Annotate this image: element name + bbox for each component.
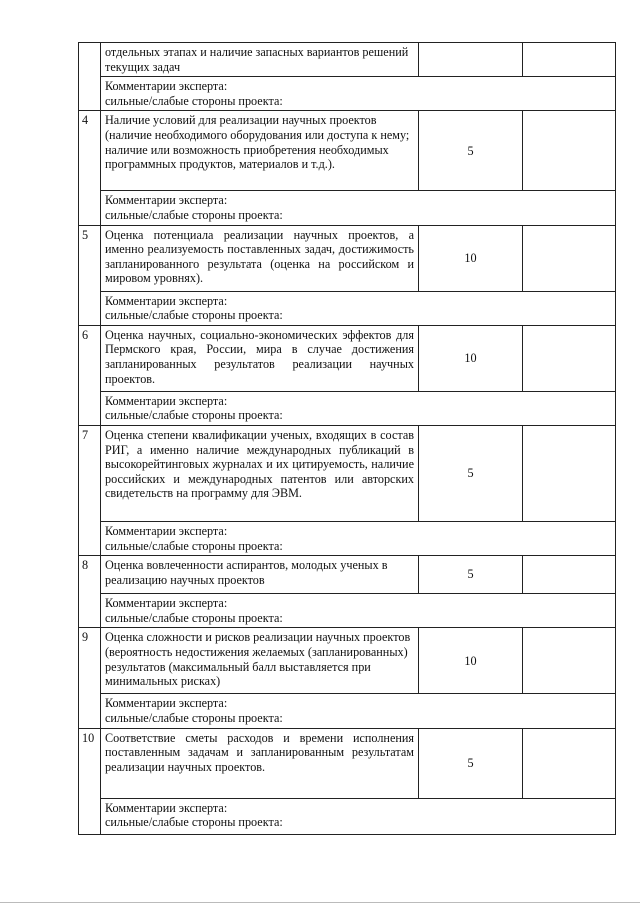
evaluation-criteria-table: [78, 42, 616, 835]
criterion-text: отдельных этапах и наличие запасных вариантов решений текущих задач: [101, 43, 419, 77]
max-score: 5: [419, 425, 523, 521]
comment-sublabel: сильные/слабые стороны проекта:: [105, 610, 283, 625]
criterion-row: [79, 425, 616, 521]
expert-score-cell: [523, 556, 616, 594]
criterion-number: 4: [79, 111, 101, 225]
expert-score-cell: [523, 111, 616, 191]
comment-row: [79, 594, 616, 628]
criterion-number: 5: [79, 225, 101, 325]
comment-sublabel: сильные/слабые стороны проекта:: [105, 93, 283, 108]
criterion-row: [79, 628, 616, 694]
comment-sublabel: сильные/слабые стороны проекта:: [105, 710, 283, 725]
max-score: 10: [419, 225, 523, 291]
criterion-row: [79, 325, 616, 391]
expert-score-cell: [523, 43, 616, 77]
criterion-row: [79, 111, 616, 191]
comment-row: [79, 291, 616, 325]
criterion-row: [79, 225, 616, 291]
max-score: 5: [419, 111, 523, 191]
criterion-text: Оценка вовлеченности аспирантов, молодых ученых в реализацию научных проектов: [101, 556, 419, 594]
criterion-text: Соответствие сметы расходов и времени исполнения поставленным задачам и запланированным результатам реализации научных проектов.: [101, 728, 419, 798]
comment-sublabel: сильные/слабые стороны проекта:: [105, 538, 283, 553]
comment-label: Комментарии эксперта:: [105, 696, 228, 711]
expert-comment-cell: [101, 798, 616, 834]
criterion-number: 9: [79, 628, 101, 728]
max-score: 5: [419, 556, 523, 594]
comment-sublabel: сильные/слабые стороны проекта:: [105, 207, 283, 222]
expert-comment-cell: [101, 521, 616, 555]
comment-label: Комментарии эксперта:: [105, 79, 228, 94]
max-score: 10: [419, 628, 523, 694]
expert-comment-cell: [101, 694, 616, 728]
comment-row: [79, 191, 616, 225]
expert-score-cell: [523, 628, 616, 694]
expert-score-cell: [523, 325, 616, 391]
criterion-text: Наличие условий для реализации научных проектов (наличие необходимого оборудования или доступа к нему; наличие или возможность приобретения необходимых программных продуктов, материалов и т.д.).: [101, 111, 419, 191]
criterion-text: Оценка научных, социально-экономических эффектов для Пермского края, России, мира в случае достижения запланированных результатов реализации научных проектов.: [101, 325, 419, 391]
criterion-number: 7: [79, 425, 101, 555]
criterion-text: Оценка потенциала реализации научных проектов, а именно реализуемость поставленных задач, достижимость запланированного результата (оценка на российском и мировом уровнях).: [101, 225, 419, 291]
comment-sublabel: сильные/слабые стороны проекта:: [105, 408, 283, 423]
expert-comment-cell: [101, 191, 616, 225]
max-score: 5: [419, 728, 523, 798]
criterion-number: 8: [79, 556, 101, 628]
comment-row: [79, 77, 616, 111]
criterion-text: Оценка сложности и рисков реализации научных проектов (вероятность недостижения желаемых (запланированных) результатов (максимальный балл выставляется при минимальных рисках): [101, 628, 419, 694]
comment-label: Комментарии эксперта:: [105, 800, 228, 815]
comment-label: Комментарии эксперта:: [105, 523, 228, 538]
criterion-number: 10: [79, 728, 101, 834]
max-score-cell: [419, 43, 523, 77]
expert-comment-cell: [101, 594, 616, 628]
scan-edge-line: [0, 902, 640, 903]
expert-score-cell: [523, 425, 616, 521]
expert-score-cell: [523, 728, 616, 798]
criterion-number-cell: [79, 43, 101, 111]
comment-label: Комментарии эксперта:: [105, 393, 228, 408]
criterion-row: [79, 556, 616, 594]
comment-row: [79, 521, 616, 555]
criterion-text: Оценка степени квалификации ученых, входящих в состав РИГ, а именно наличие международных публикаций в высокорейтинговых журналах и их цитируемость, наличие российских и международных патентов или авторских свидетельств на программу для ЭВМ.: [101, 425, 419, 521]
comment-row: [79, 391, 616, 425]
expert-comment-cell: [101, 77, 616, 111]
comment-row: [79, 694, 616, 728]
comment-label: Комментарии эксперта:: [105, 293, 228, 308]
criterion-row: [79, 728, 616, 798]
comment-sublabel: сильные/слабые стороны проекта:: [105, 815, 283, 830]
comment-row: [79, 798, 616, 834]
max-score: 10: [419, 325, 523, 391]
expert-comment-cell: [101, 391, 616, 425]
expert-score-cell: [523, 225, 616, 291]
comment-label: Комментарии эксперта:: [105, 596, 228, 611]
comment-sublabel: сильные/слабые стороны проекта:: [105, 308, 283, 323]
comment-label: Комментарии эксперта:: [105, 193, 228, 208]
criterion-number: 6: [79, 325, 101, 425]
criterion-row-continued: [79, 43, 616, 77]
expert-comment-cell: [101, 291, 616, 325]
